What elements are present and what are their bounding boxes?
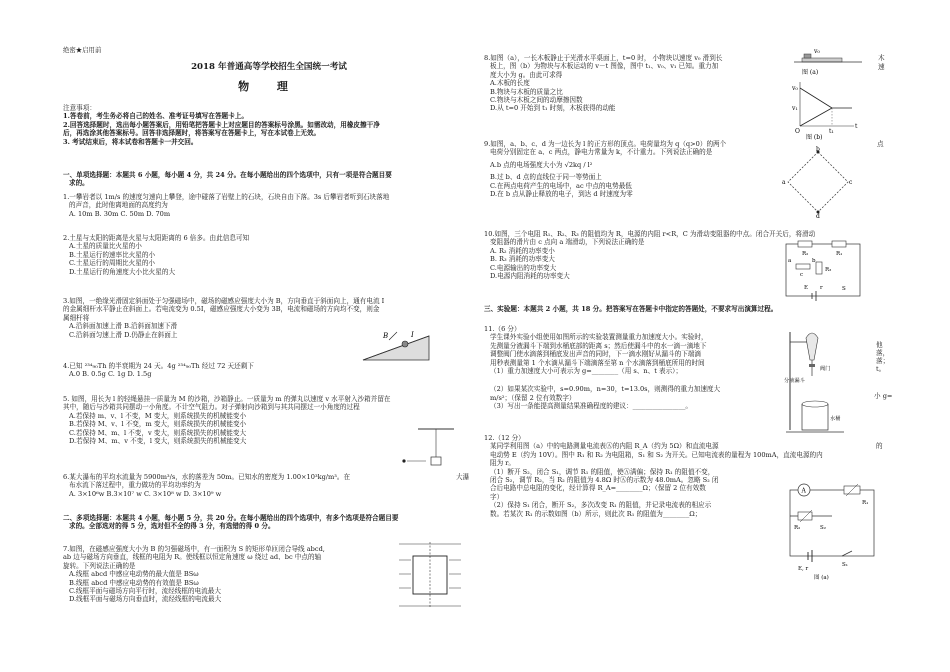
question-1: 1.一攀岩者以 1m/s 的速度匀速向上攀登，途中碰落了岩壁上的石块，石块自由下落。3s 后攀岩者听到石块落地 的声音，此时他离地面的高度约为 A. 10m B. 30m C. 50m D. 70m bbox=[63, 193, 390, 218]
q8-graph-figure bbox=[792, 44, 876, 140]
q9-side: 点 bbox=[877, 140, 884, 148]
q11-fig-bucket: 水桶 bbox=[830, 416, 841, 422]
q11-side-2: 落， bbox=[876, 349, 890, 357]
q11-fig-funnel: 分液漏斗 bbox=[784, 378, 805, 384]
q12-fig-s1: S₁ bbox=[842, 562, 848, 568]
q11-fig-valve: 阀门 bbox=[820, 366, 831, 372]
section-3-heading: 三、实验题：本题共 2 小题，共 18 分。把答案写在答题卡中指定的答题处，不要求写出演算过程。 bbox=[484, 305, 778, 313]
question-12: 12.（12 分） 某同学利用图（a）中的电路测量电流表Ⓐ的内阻 R_A（约为 5Ω）和直流电源 电动势 E（约为 10V）。图中 R₁ 和 R₂ 为电阻箱，S₁ 和 S₂ 为开关。已知电流表的量程为 100mA，直流电源的内 阻为 r。 （1）断开 S₂，闭合 S₁，调节 R₁ 的阻值，使Ⓐ满偏；保持 R₁ 的阻值不变， 闭合 S₂，调节 R₂，当 R₂ 的阻值为 4.8Ω 时Ⓐ的示数为 48.0mA。忽略 S₂ 闭 合后电路中总电阻的变化，经计算得 R_A=________Ω；（保留 2 位有效数 字） （2）保持 S₁ 闭合，断开 S₂，多次改变 R₁ 的阻值，并记录电流表的相应示 数。若某次 R₁ 的示数如图（b）所示，则此次 R₁ 的阻值为________Ω； bbox=[484, 434, 823, 518]
q8-fig-b-label: 图 (b) bbox=[806, 134, 823, 140]
q11-side-3: 落； bbox=[876, 357, 890, 365]
q9-label-b: b bbox=[816, 146, 820, 153]
q10-label-b: b bbox=[812, 258, 816, 264]
q10-label-r2: R₂ bbox=[802, 251, 809, 257]
notes bbox=[63, 104, 475, 146]
question-9: 9.如图，a、b、c、d 为一边长为 l 的正方形的顶点。电荷量均为 q（q>0）的两个 电荷分别固定在 a、c 两点，静电力常量为 k，不计重力。下列说法正确的是 A.b 点的电场强度大小为 √2kq / l² B.过 b、d 点的直线位于同一等势面上 C.在两点电荷产生的电场中，ac 中点的电势最低 D.在 b 点从静止释放的电子，到达 d 时速度为零 bbox=[484, 140, 727, 199]
q10-label-e: E bbox=[804, 285, 809, 291]
q12-fig-label: 图 (a) bbox=[814, 575, 829, 581]
q7-loop-figure bbox=[393, 540, 467, 610]
q11-side-5: 小 g= bbox=[874, 392, 893, 400]
note-3: 3. 考试结束后，将本试卷和答题卡一并交回。 bbox=[63, 137, 198, 146]
q12-fig-s2: S₂ bbox=[820, 525, 826, 531]
q10-label-s: S bbox=[842, 286, 846, 292]
question-8: 8.如图（a），一长木板静止于光滑水平桌面上，t=0 时， 小物块以速度 v₀ 滑到长 板上，图（b）为物块与木板运动的 v－t 图像，图中 t₁、v₀、v₁ 已知。重力加 度大小为 g。由此可求得 A.木板的长度 B.物块与木板的质量之比 C.物块与木板之间的动摩擦因数 D.从 t=0 开始到 t₁ 时刻，木板获得的动能 bbox=[484, 54, 723, 113]
question-2: 2.土星与太阳的距离是火星与太阳距离的 6 倍多。由此信息可知 A.土星的质量比火星的小 B.土星运行的速率比火星的小 C.土星运行的周期比火星的小 D.土星运行的角速度大小比火星的大 bbox=[63, 234, 250, 276]
note-2: 2.回答选择题时，选出每小题答案后，用铅笔把答题卡上对应题目的答案标号涂黑。如需改动，用橡皮擦干净 bbox=[63, 120, 380, 129]
q8-fig-t1: t₁ bbox=[829, 128, 834, 135]
subject-title: 物 理 bbox=[238, 80, 300, 93]
q3-fig-b: B bbox=[383, 332, 389, 340]
q3-incline-figure bbox=[361, 328, 431, 362]
q8-fig-o: O bbox=[795, 128, 800, 135]
q8-side-2: 速 bbox=[878, 63, 885, 71]
question-5: 5. 如图，用长为 l 的轻绳悬挂一质量为 M 的沙箱，沙箱静止。一质量为 m 的弹丸以速度 v 水平射入沙箱并留在 其中，随后与沙箱共同摆动一小角度。不计空气阻力。对子弹射向沙箱到与其共同摆过一小角度的过程 A.若保持 m、v、l 不变，M 变大，则系统损失的机械能变小 B.若保持 M、v、l 不变，m 变大，则系统损失的机械能变小 C.若保持 M、m、l 不变，v 变大，则系统损失的机械能变大 D.若保持 M、m、v 不变，l 变大，则系统损失的机械能变大 bbox=[63, 395, 391, 446]
q8-fig-v0: v₀ bbox=[792, 85, 798, 92]
q10-label-r1: R₁ bbox=[836, 251, 843, 257]
q9-label-c: c bbox=[849, 179, 853, 186]
q12-side: 的 bbox=[876, 442, 883, 450]
secret-mark: 绝密★启用前 bbox=[63, 46, 102, 54]
q5-pendulum-figure bbox=[398, 427, 468, 471]
q6-side-text: 大瀑 bbox=[456, 473, 470, 481]
section-2-heading: 二、多项选择题：本题共 4 小题，每小题 5 分，共 20 分。在每小题给出的四个选项中，有多个选项是符合题目要 求的。全部选对的得 5 分，选对但不全的得 3 分，有选错的得 0 分。 bbox=[63, 514, 399, 531]
q12-fig-r1: R₁ bbox=[862, 500, 869, 506]
q11-side-4: t。 bbox=[876, 365, 886, 373]
q8-fig-t: t bbox=[855, 123, 858, 130]
note-1: 1.答卷前，考生务必将自己的姓名、准考证号填写在答题卡上。 bbox=[63, 112, 248, 121]
q11-side-1: 他 bbox=[876, 341, 883, 349]
q8-fig-a-label: 图 (a) bbox=[802, 69, 819, 76]
q10-label-a: a bbox=[788, 258, 792, 264]
q8-fig-v1: v₁ bbox=[792, 105, 798, 112]
q9-label-a: a bbox=[782, 179, 786, 186]
q12-fig-ammeter: A bbox=[801, 487, 806, 495]
note-2b: 后，再选涂其他答案标号。回答非选择题时，将答案写在答题卡上，写在本试卷上无效。 bbox=[63, 129, 321, 138]
question-11: 11.（6 分） 学生课外实验小组使用如图所示的实验装置测量重力加速度大小。实验时， 先测量分液漏斗下端到水桶底部的距离 s；然后使漏斗中的水一滴一滴地下 调整阀门使水滴落到桶底发出声音的同时，下一滴水刚好从漏斗的下端滴 用秒表测量第 1 个水滴从漏斗下端滴落至第 n 个水滴落到桶底所用的时间 （1）重力加速度大小可表示为 g=________（用 s、n、t 表示）； （2）如果某次实验中，s=0.90m，n=30，t=13.0s，则测得的重力加速度大 m/s²；（保留 2 位有效数字） （3）写出一条能提高测量结果准确程度的建议：________________。 bbox=[484, 325, 721, 411]
q10-label-r: r bbox=[820, 285, 823, 291]
q12-fig-er: E, r bbox=[798, 566, 809, 572]
q12-circuit-figure bbox=[784, 482, 880, 582]
q11-funnel-figure bbox=[784, 330, 874, 438]
question-7: 7.如图，在磁感应强度大小为 B 的匀强磁场中，有一面积为 S 的矩形单匝闭合导线 abcd, ab 边与磁场方向垂直，线框的电阻为 R。使线框以恒定角速度 ω 绕过 ad、bc 中点的轴 旋转。下列说法正确的是 A.线框 abcd 中感应电动势的最大值是 BSω B.线框 abcd 中感应电动势的有效值是 BSω C.线框平面与磁场方向平行时，流经线框的电流最大 D.线框平面与磁场方向垂直时，流经线框的电流最大 bbox=[63, 545, 325, 604]
q3-fig-i: I bbox=[411, 331, 414, 339]
q8-fig-v0-top: v₀ bbox=[814, 48, 820, 55]
q10-circuit-figure bbox=[782, 240, 864, 302]
q12-fig-r2: R₂ bbox=[794, 525, 801, 531]
question-10: 10.如图，三个电阻 R₁、R₂、R₃ 的阻值均为 R，电源的内阻 r<R，C 为滑动变阻器的中点。闭合开关后，将滑动 变阻器的滑片由 c 点向 a 端滑动，下列说法正确的是 A. R₂ 消耗的功率变小 B. R₃ 消耗的功率变大 C.电源输出的功率变大 D.电源内阻消耗的功率变大 bbox=[484, 230, 816, 281]
q9-label-d: d bbox=[816, 213, 820, 218]
question-4: 4.已知 ²³⁴₉₀Th 的半衰期为 24 天。4g ²³⁴₉₀Th 经过 72 天还剩下 A.0 B. 0.5g C. 1g D. 1.5g bbox=[63, 362, 254, 379]
question-6: 6.某大瀑布的平均水流量为 5900m³/s，水的落差为 50m。已知水的密度为 1.00×10³kg/m³。在 布水流下落过程中，重力做功的平均功率约为 A. 3×10⁶w B.3×10⁷ w C. 3×10⁸ w D. 3×10⁹ w bbox=[63, 473, 351, 498]
q8-side-1: 木 bbox=[878, 54, 885, 62]
section-1-heading: 一、单项选择题：本题共 6 小题，每小题 4 分，共 24 分。在每小题给出的四个选项中，只有一项是符合题目要 求的。 bbox=[63, 171, 392, 188]
q10-label-r3: R₃ bbox=[825, 267, 832, 273]
q9-square-figure bbox=[782, 146, 854, 218]
exam-title: 2018 年普通高等学校招生全国统一考试 bbox=[191, 62, 347, 72]
q10-label-c: c bbox=[800, 272, 804, 278]
question-3: 3.如图，一绝缘光滑固定斜面处于匀强磁场中，磁场的磁感应强度大小为 B，方向垂直于斜面向上，通有电流 I 的金属细杆水平静止在斜面上。若电流变为 0.5I，磁感应强度大小变为 3B，电流和磁场的方向均不变，则金 属细杆将 A.沿斜面加速上滑 B.沿斜面加速下滑 C.沿斜面匀速上滑 D.仍静止在斜面上 bbox=[63, 297, 385, 339]
notes-heading: 注意事项： bbox=[63, 104, 96, 112]
